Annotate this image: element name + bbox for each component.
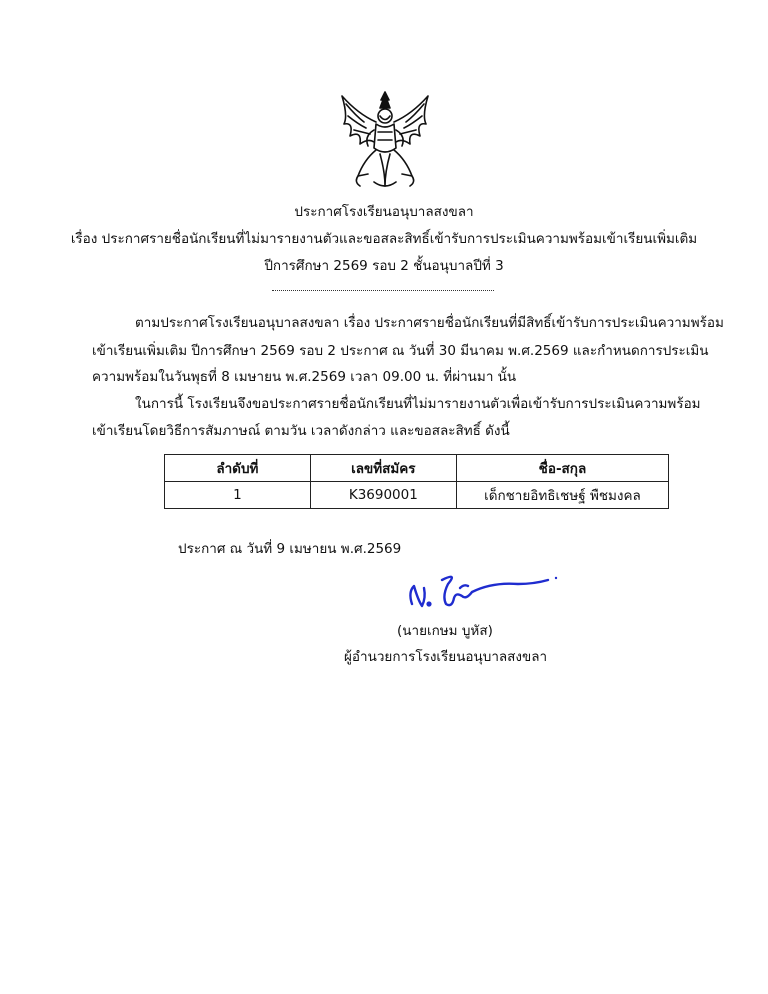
- paragraph-1-line-1: ตามประกาศโรงเรียนอนุบาลสงขลา เรื่อง ประกาศรายชื่อนักเรียนที่มีสิทธิ์เข้ารับการประเมินความพร้อม: [135, 315, 724, 331]
- paragraph-1-line-3: ความพร้อมในวันพุธที่ 8 เมษายน พ.ศ.2569 เวลา 09.00 น. ที่ผ่านมา นั้น: [92, 369, 517, 385]
- column-header-full-name: ชื่อ-สกุล: [456, 455, 668, 482]
- table-header-row: [165, 455, 669, 482]
- signer-position: ผู้อำนวยการโรงเรียนอนุบาลสงขลา: [344, 649, 548, 665]
- column-header-application-number: เลขที่สมัคร: [310, 455, 456, 482]
- dotted-divider: [272, 290, 494, 291]
- paragraph-2-line-1: ในการนี้ โรงเรียนจึงขอประกาศรายชื่อนักเรียนที่ไม่มารายงานตัวเพื่อเข้ารับการประเมินความพร้อม: [135, 396, 701, 412]
- announcement-subject-line2: ปีการศึกษา 2569 รอบ 2 ชั้นอนุบาลปีที่ 3: [264, 258, 504, 274]
- signer-name: (นายเกษม บูหัส): [397, 623, 493, 639]
- column-header-order: ลำดับที่: [165, 455, 311, 482]
- withdrawn-students-table: [164, 454, 669, 509]
- announcement-title: ประกาศโรงเรียนอนุบาลสงขลา: [294, 204, 474, 220]
- cell-full-name: เด็กชายอิทธิเชษฐ์ พืชมงคล: [456, 482, 668, 509]
- cell-order: 1: [165, 482, 311, 509]
- table-row: [165, 482, 669, 509]
- paragraph-1-line-2: เข้าเรียนเพิ่มเติม ปีการศึกษา 2569 รอบ 2 ประกาศ ณ วันที่ 30 มีนาคม พ.ศ.2569 และกำหนดการประเมิน: [92, 343, 709, 359]
- garuda-emblem-icon: [334, 86, 436, 194]
- announcement-date: ประกาศ ณ วันที่ 9 เมษายน พ.ศ.2569: [178, 541, 402, 557]
- announcement-subject: เรื่อง ประกาศรายชื่อนักเรียนที่ไม่มารายงานตัวและขอสละสิทธิ์เข้ารับการประเมินความพร้อมเข้าเรียนเพิ่มเติม: [70, 231, 698, 247]
- director-signature-icon: [402, 570, 562, 612]
- cell-application-number: K3690001: [310, 482, 456, 509]
- paragraph-2-line-2: เข้าเรียนโดยวิธีการสัมภาษณ์ ตามวัน เวลาดังกล่าว และขอสละสิทธิ์ ดังนี้: [92, 423, 510, 439]
